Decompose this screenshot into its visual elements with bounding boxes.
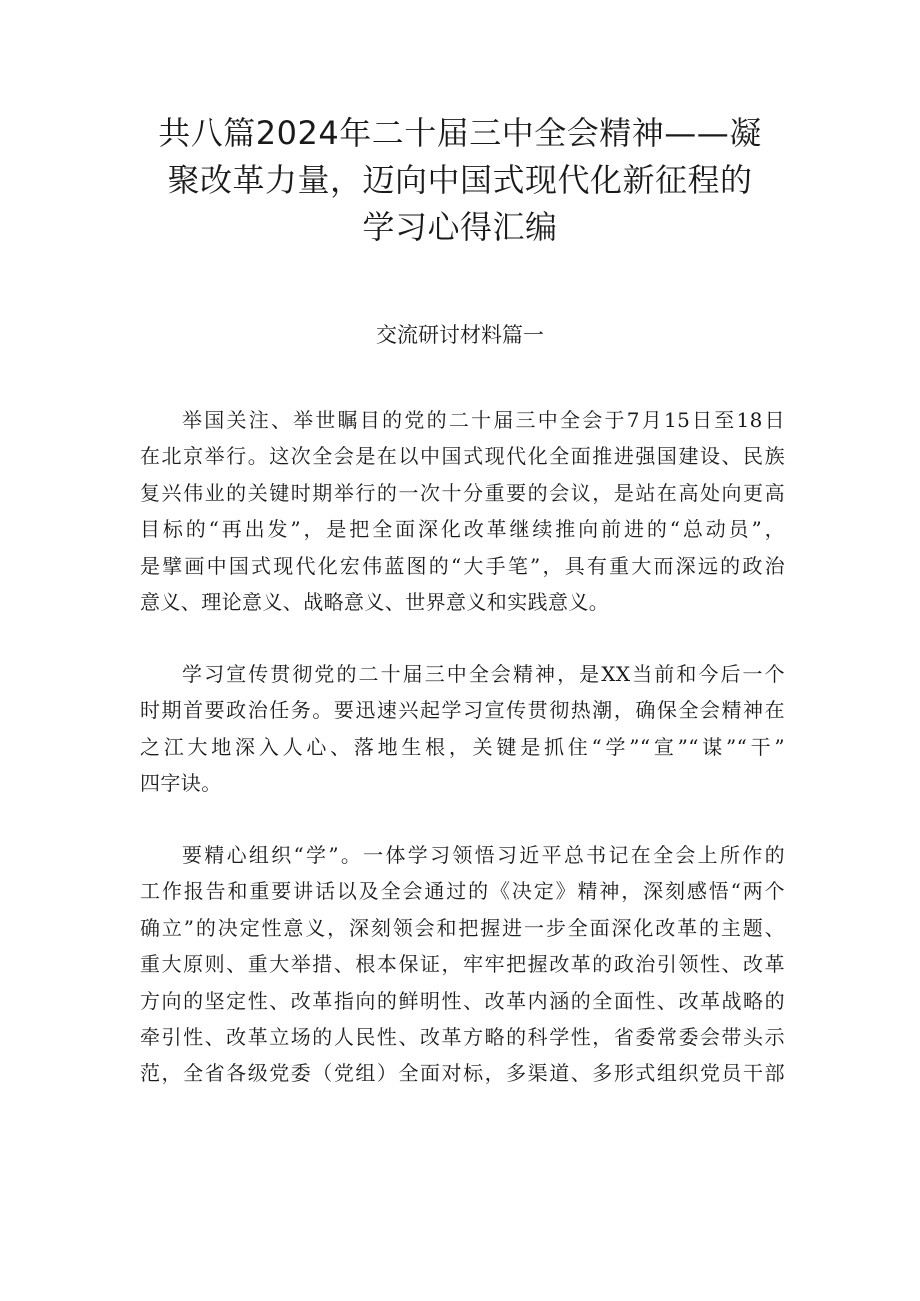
text-line: 范，全省各级党委（党组）全面对标，多渠道、多形式组织党员干部 [140,1061,785,1086]
text-line: 意义、理论意义、战略意义、世界意义和实践意义。 [140,589,610,614]
text-line: 目标的“再出发”，是把全面深化改革继续推向前进的“总动员”， [140,517,785,542]
text-line: 方向的坚定性、改革指向的鲜明性、改革内涵的全面性、改革战略的 [140,988,785,1013]
text-line: 之江大地深入人心、落地生根，关键是抓住“学”“宣”“谋”“干” [140,734,785,759]
text-line: 要精心组织“学”。一体学习领悟习近平总书记在全会上所作的 [182,843,785,867]
paragraph-1 [140,402,785,620]
text-line: 四字诀。 [140,771,222,796]
text-line: 重大原则、重大举措、根本保证，牢牢把握改革的政治引领性、改革 [140,952,785,977]
text-line: 时期首要政治任务。要迅速兴起学习宣传贯彻热潮，确保全会精神在 [140,698,785,723]
text-line: 举国关注、举世瞩目的党的二十届三中全会于7月15日至18日 [182,408,785,432]
text-line: 复兴伟业的关键时期举行的一次十分重要的会议，是站在高处向更高 [140,480,785,505]
title-line: 学习心得汇编 [362,208,558,246]
text-line: 确立”的决定性意义，深刻领会和把握进一步全面深化改革的主题、 [140,915,785,940]
text-line: 是擘画中国式现代化宏伟蓝图的“大手笔”，具有重大而深远的政治 [140,553,785,578]
paragraph-3 [140,837,785,1092]
document-title [140,110,780,251]
title-line: 共八篇2024年二十届三中全会精神——凝 [158,114,762,152]
section-heading: 交流研讨材料篇一 [376,323,544,347]
text-line: 学习宣传贯彻党的二十届三中全会精神，是XX当前和今后一个 [182,662,785,686]
text-line: 牵引性、改革立场的人民性、改革方略的科学性，省委常委会带头示 [140,1024,785,1049]
title-line: 聚改革力量，迈向中国式现代化新征程的 [167,161,753,199]
paragraph-2 [140,656,785,802]
text-line: 在北京举行。这次全会是在以中国式现代化全面推进强国建设、民族 [140,444,785,469]
text-line: 工作报告和重要讲话以及全会通过的《决定》精神，深刻感悟“两个 [140,879,785,904]
